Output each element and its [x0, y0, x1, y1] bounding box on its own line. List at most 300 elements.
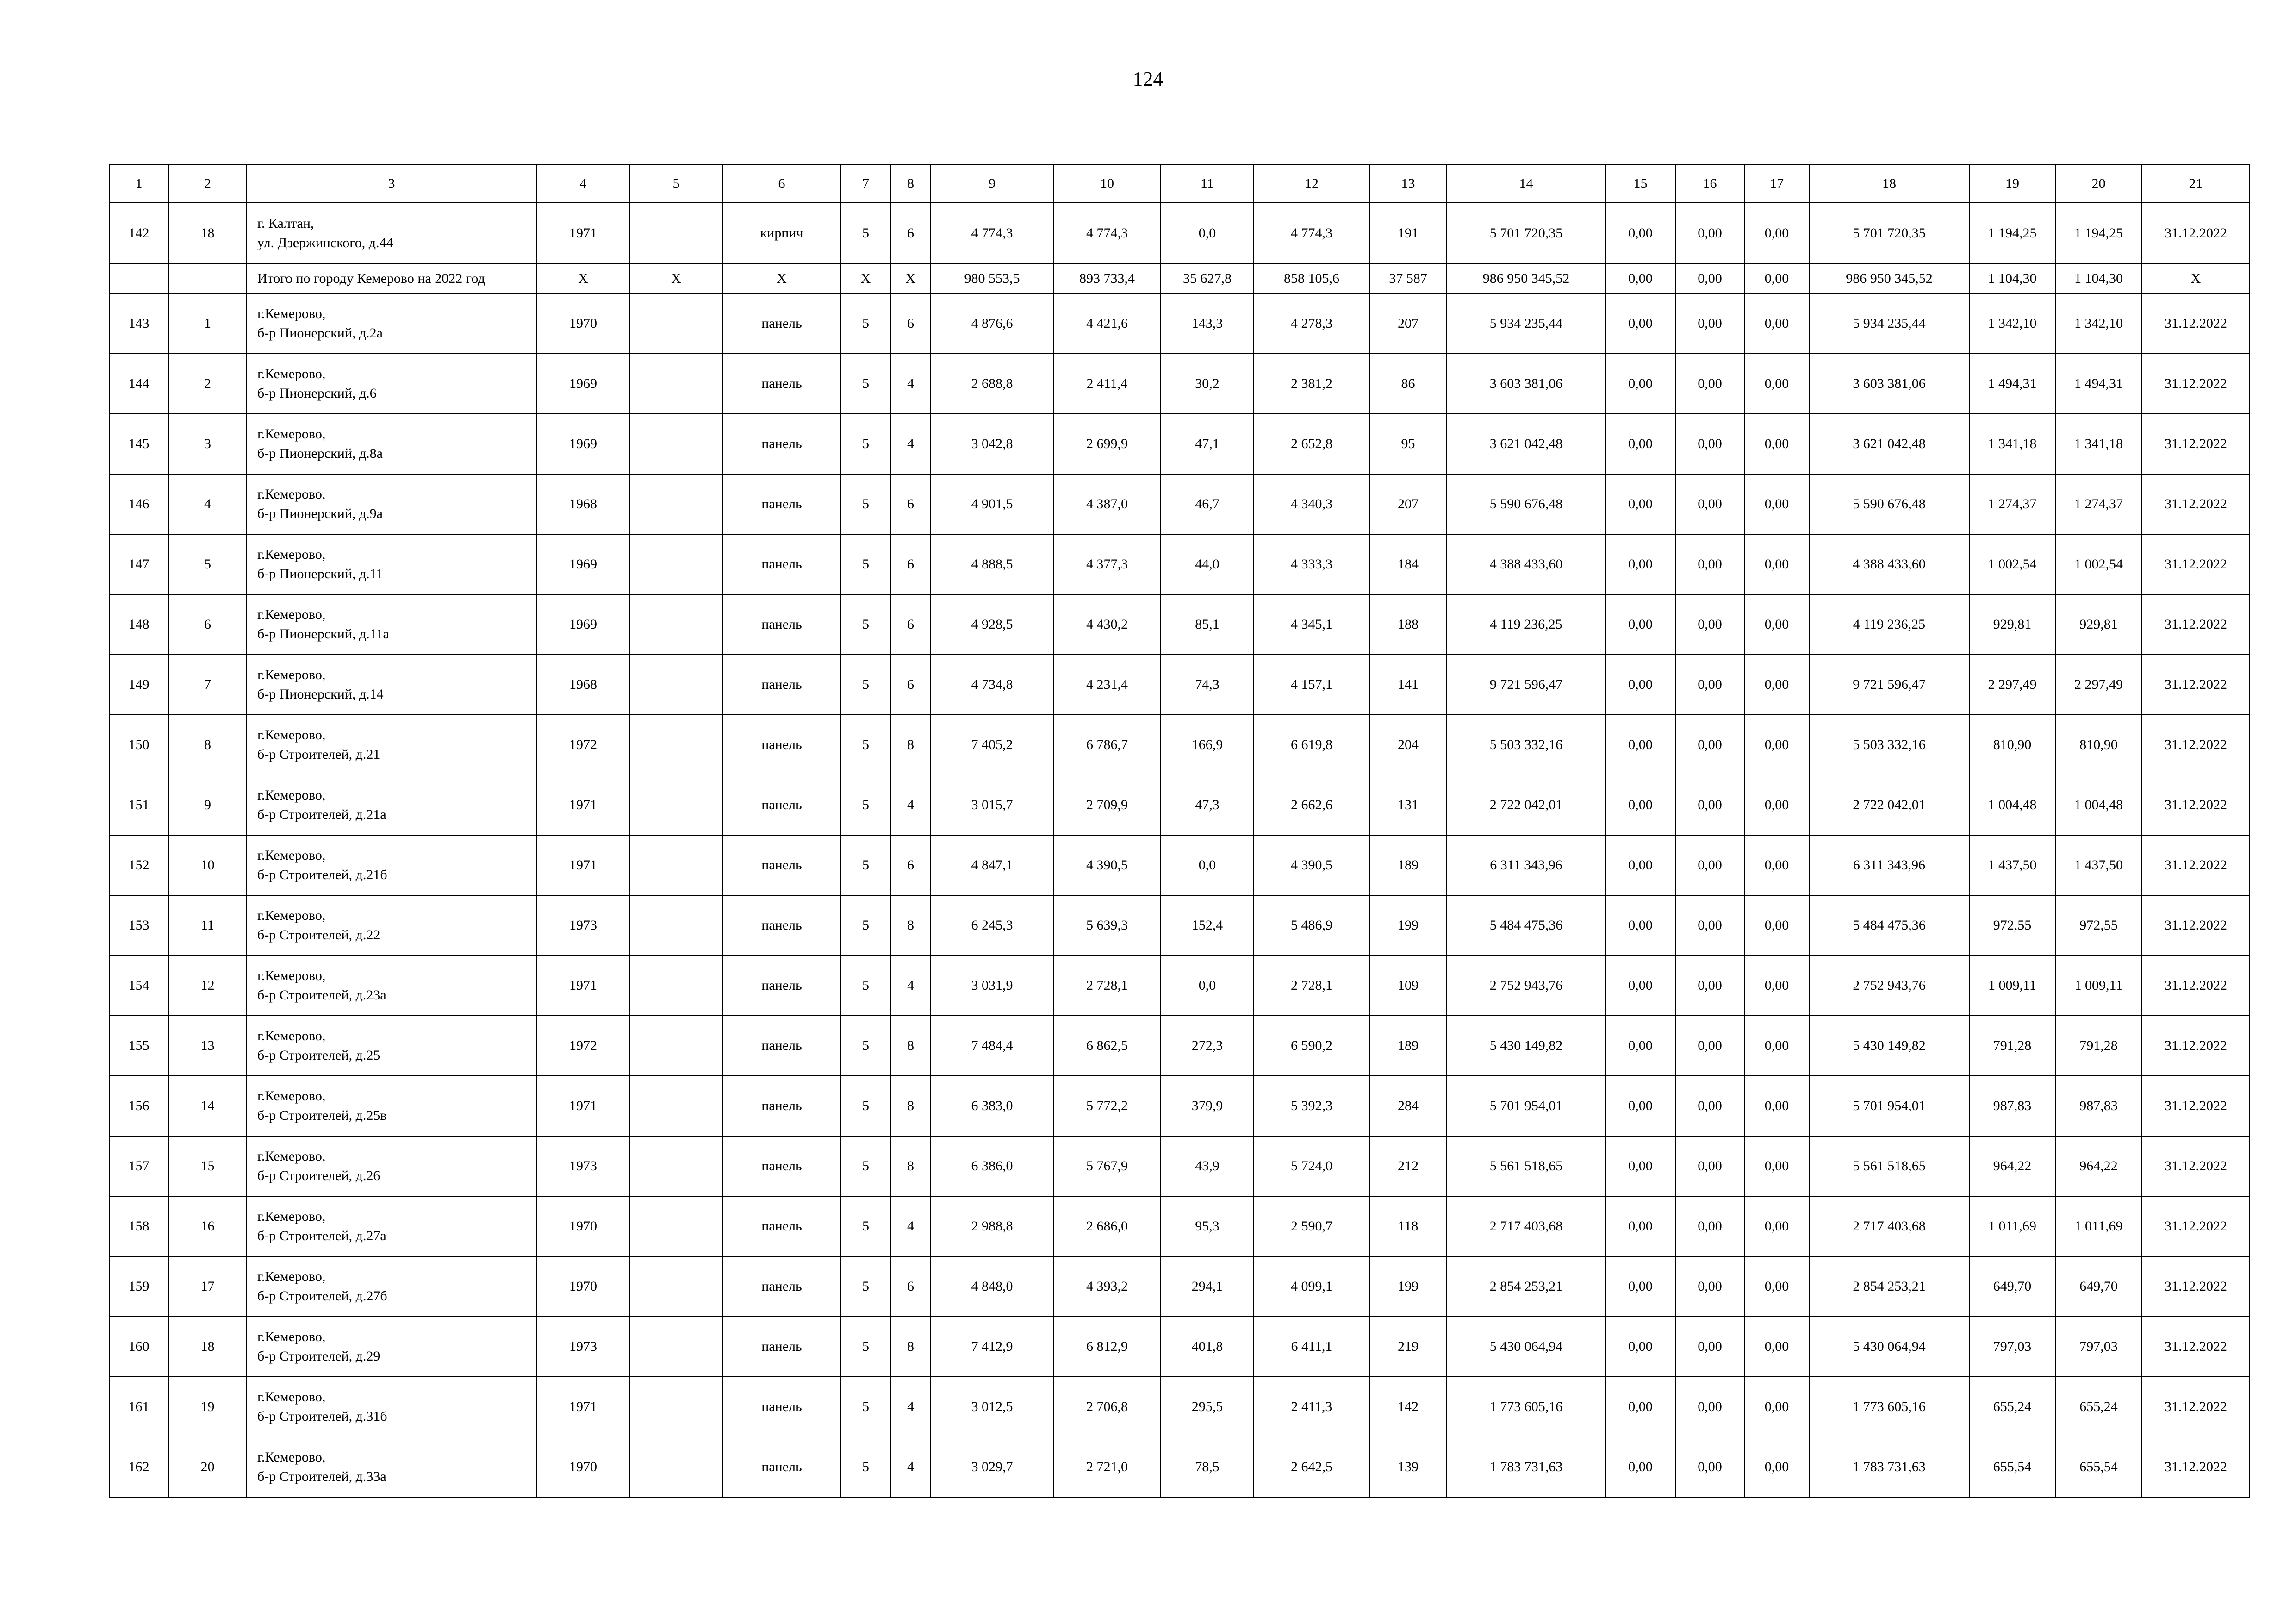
cell-15: 0,00: [1605, 1076, 1675, 1136]
cell-num: 8: [168, 715, 247, 775]
cell-13: 37 587: [1369, 264, 1447, 294]
cell-floors: 5: [841, 1076, 890, 1136]
address-city: г.Кемерово,: [257, 908, 326, 923]
cell-16: 0,00: [1675, 956, 1744, 1016]
cell-19: 1 342,10: [1969, 294, 2055, 354]
table-row: [109, 775, 2250, 835]
cell-floors: 5: [841, 1317, 890, 1377]
cell-address: [247, 474, 536, 534]
cell-14: 4 388 433,60: [1447, 534, 1605, 594]
column-header: 21: [2142, 165, 2250, 203]
cell-20: 964,22: [2055, 1136, 2142, 1196]
cell-9: 6 383,0: [931, 1076, 1053, 1136]
cell-18: 4 388 433,60: [1809, 534, 1969, 594]
cell-14: 3 603 381,06: [1447, 354, 1605, 414]
cell-address: [247, 1136, 536, 1196]
cell-20: 929,81: [2055, 594, 2142, 655]
table-row: [109, 1196, 2250, 1256]
cell-n: 145: [109, 414, 168, 474]
address-city: г.Кемерово,: [257, 1269, 326, 1284]
cell-21: 31.12.2022: [2142, 1196, 2250, 1256]
cell-13: 142: [1369, 1377, 1447, 1437]
cell-16: 0,00: [1675, 354, 1744, 414]
cell-21: 31.12.2022: [2142, 594, 2250, 655]
cell-20: 655,54: [2055, 1437, 2142, 1497]
address-city: г.Кемерово,: [257, 848, 326, 863]
cell-15: 0,00: [1605, 655, 1675, 715]
cell-9: 4 848,0: [931, 1256, 1053, 1317]
cell-year: 1968: [536, 655, 630, 715]
table-row: [109, 715, 2250, 775]
cell-5: [630, 655, 722, 715]
cell-10: 2 721,0: [1053, 1437, 1161, 1497]
column-header: 1: [109, 165, 168, 203]
cell-14: 2 752 943,76: [1447, 956, 1605, 1016]
cell-16: 0,00: [1675, 264, 1744, 294]
cell-12: 6 590,2: [1254, 1016, 1369, 1076]
cell-11: 143,3: [1161, 294, 1254, 354]
column-number-row: [109, 165, 2250, 203]
address-city: г.Кемерово,: [257, 727, 326, 743]
cell-16: 0,00: [1675, 1196, 1744, 1256]
cell-num: 18: [168, 203, 247, 264]
cell-5: [630, 474, 722, 534]
column-header: 12: [1254, 165, 1369, 203]
cell-n: 146: [109, 474, 168, 534]
cell-21: 31.12.2022: [2142, 1136, 2250, 1196]
cell-19: 1 194,25: [1969, 203, 2055, 264]
column-header: 19: [1969, 165, 2055, 203]
cell-address: [247, 775, 536, 835]
cell-14: 5 701 954,01: [1447, 1076, 1605, 1136]
cell-16: 0,00: [1675, 534, 1744, 594]
cell-12: 6 619,8: [1254, 715, 1369, 775]
cell-20: 2 297,49: [2055, 655, 2142, 715]
cell-8: 6: [890, 1256, 931, 1317]
cell-floors: 5: [841, 1256, 890, 1317]
cell-17: 0,00: [1744, 1377, 1809, 1437]
cell-15: 0,00: [1605, 414, 1675, 474]
cell-8: 6: [890, 294, 931, 354]
cell-10: 4 231,4: [1053, 655, 1161, 715]
cell-12: 2 411,3: [1254, 1377, 1369, 1437]
cell-12: 4 774,3: [1254, 203, 1369, 264]
cell-15: 0,00: [1605, 594, 1675, 655]
column-header: 20: [2055, 165, 2142, 203]
table-row: [109, 1437, 2250, 1497]
cell-15: 0,00: [1605, 835, 1675, 895]
address-city: г.Кемерово,: [257, 968, 326, 983]
cell-13: 141: [1369, 655, 1447, 715]
address-street: б-р Строителей, д.29: [257, 1349, 380, 1364]
cell-floors: 5: [841, 294, 890, 354]
cell-14: 4 119 236,25: [1447, 594, 1605, 655]
cell-address: [247, 895, 536, 956]
cell-20: 1 437,50: [2055, 835, 2142, 895]
cell-material: панель: [722, 1136, 841, 1196]
cell-18: 1 773 605,16: [1809, 1377, 1969, 1437]
cell-5: [630, 354, 722, 414]
cell-material: панель: [722, 1437, 841, 1497]
cell-21: 31.12.2022: [2142, 775, 2250, 835]
address-city: г.Кемерово,: [257, 1449, 326, 1465]
cell-21: 31.12.2022: [2142, 835, 2250, 895]
cell-n: [109, 264, 168, 294]
cell-13: 109: [1369, 956, 1447, 1016]
cell-20: 1 011,69: [2055, 1196, 2142, 1256]
cell-15: 0,00: [1605, 1256, 1675, 1317]
cell-8: 6: [890, 203, 931, 264]
cell-num: 20: [168, 1437, 247, 1497]
cell-13: 199: [1369, 895, 1447, 956]
address-street: ул. Дзержинского, д.44: [257, 235, 393, 250]
cell-material: панель: [722, 1317, 841, 1377]
table-row: [109, 294, 2250, 354]
cell-floors: X: [841, 264, 890, 294]
cell-18: 5 430 064,94: [1809, 1317, 1969, 1377]
cell-material: панель: [722, 1196, 841, 1256]
cell-11: 35 627,8: [1161, 264, 1254, 294]
cell-material: панель: [722, 775, 841, 835]
cell-10: 5 772,2: [1053, 1076, 1161, 1136]
cell-10: 4 430,2: [1053, 594, 1161, 655]
cell-21: 31.12.2022: [2142, 414, 2250, 474]
cell-13: 189: [1369, 835, 1447, 895]
cell-12: 4 340,3: [1254, 474, 1369, 534]
cell-8: 8: [890, 1317, 931, 1377]
cell-18: 5 561 518,65: [1809, 1136, 1969, 1196]
address-street: б-р Строителей, д.33а: [257, 1469, 386, 1484]
cell-17: 0,00: [1744, 1317, 1809, 1377]
address-city: г.Кемерово,: [257, 1028, 326, 1043]
cell-n: 147: [109, 534, 168, 594]
cell-5: [630, 203, 722, 264]
cell-17: 0,00: [1744, 1437, 1809, 1497]
cell-19: 1 274,37: [1969, 474, 2055, 534]
cell-floors: 5: [841, 956, 890, 1016]
cell-17: 0,00: [1744, 203, 1809, 264]
cell-21: 31.12.2022: [2142, 203, 2250, 264]
table-row: [109, 1076, 2250, 1136]
cell-12: 2 642,5: [1254, 1437, 1369, 1497]
cell-11: 46,7: [1161, 474, 1254, 534]
cell-num: 2: [168, 354, 247, 414]
table-row: [109, 1377, 2250, 1437]
cell-12: 4 157,1: [1254, 655, 1369, 715]
address-street: б-р Пионерский, д.11: [257, 566, 383, 581]
cell-material: панель: [722, 835, 841, 895]
cell-num: 5: [168, 534, 247, 594]
cell-11: 0,0: [1161, 835, 1254, 895]
address-street: б-р Строителей, д.22: [257, 927, 380, 943]
cell-18: 2 854 253,21: [1809, 1256, 1969, 1317]
cell-14: 1 773 605,16: [1447, 1377, 1605, 1437]
cell-19: 655,54: [1969, 1437, 2055, 1497]
cell-8: 6: [890, 835, 931, 895]
column-header: 17: [1744, 165, 1809, 203]
cell-floors: 5: [841, 1136, 890, 1196]
cell-n: 154: [109, 956, 168, 1016]
cell-13: 204: [1369, 715, 1447, 775]
cell-10: 6 862,5: [1053, 1016, 1161, 1076]
cell-17: 0,00: [1744, 655, 1809, 715]
cell-n: 157: [109, 1136, 168, 1196]
cell-21: X: [2142, 264, 2250, 294]
cell-5: [630, 1437, 722, 1497]
cell-20: 1 342,10: [2055, 294, 2142, 354]
cell-13: 131: [1369, 775, 1447, 835]
cell-16: 0,00: [1675, 1136, 1744, 1196]
cell-n: 161: [109, 1377, 168, 1437]
cell-20: 655,24: [2055, 1377, 2142, 1437]
cell-21: 31.12.2022: [2142, 294, 2250, 354]
cell-address: [247, 594, 536, 655]
cell-19: 655,24: [1969, 1377, 2055, 1437]
cell-15: 0,00: [1605, 1437, 1675, 1497]
cell-address: [247, 1076, 536, 1136]
cell-17: 0,00: [1744, 354, 1809, 414]
address-city: г.Кемерово,: [257, 487, 326, 502]
cell-16: 0,00: [1675, 1317, 1744, 1377]
cell-12: 4 333,3: [1254, 534, 1369, 594]
cell-address: [247, 655, 536, 715]
cell-15: 0,00: [1605, 715, 1675, 775]
cell-year: 1968: [536, 474, 630, 534]
cell-19: 1 009,11: [1969, 956, 2055, 1016]
cell-17: 0,00: [1744, 715, 1809, 775]
cell-num: 16: [168, 1196, 247, 1256]
cell-10: 2 686,0: [1053, 1196, 1161, 1256]
cell-address: [247, 1196, 536, 1256]
cell-18: 5 484 475,36: [1809, 895, 1969, 956]
cell-address: [247, 203, 536, 264]
cell-10: 893 733,4: [1053, 264, 1161, 294]
cell-20: 649,70: [2055, 1256, 2142, 1317]
cell-15: 0,00: [1605, 895, 1675, 956]
cell-material: панель: [722, 1377, 841, 1437]
address-street: б-р Строителей, д.21б: [257, 867, 387, 882]
cell-5: [630, 1016, 722, 1076]
cell-13: 207: [1369, 294, 1447, 354]
cell-year: 1969: [536, 534, 630, 594]
address-city: г.Кемерово,: [257, 547, 326, 562]
cell-num: 6: [168, 594, 247, 655]
cell-14: 2 854 253,21: [1447, 1256, 1605, 1317]
cell-18: 1 783 731,63: [1809, 1437, 1969, 1497]
cell-floors: 5: [841, 655, 890, 715]
register-table: [109, 164, 2250, 1498]
cell-8: 4: [890, 1377, 931, 1437]
cell-11: 85,1: [1161, 594, 1254, 655]
cell-9: 6 245,3: [931, 895, 1053, 956]
cell-year: 1972: [536, 1016, 630, 1076]
cell-21: 31.12.2022: [2142, 895, 2250, 956]
cell-5: [630, 775, 722, 835]
cell-18: 5 503 332,16: [1809, 715, 1969, 775]
table-row: [109, 1136, 2250, 1196]
cell-5: [630, 1076, 722, 1136]
cell-19: 810,90: [1969, 715, 2055, 775]
cell-21: 31.12.2022: [2142, 1016, 2250, 1076]
cell-9: 3 029,7: [931, 1437, 1053, 1497]
cell-floors: 5: [841, 775, 890, 835]
cell-18: 3 603 381,06: [1809, 354, 1969, 414]
address-street: б-р Пионерский, д.6: [257, 386, 377, 401]
column-header: 3: [247, 165, 536, 203]
cell-num: 19: [168, 1377, 247, 1437]
cell-num: 15: [168, 1136, 247, 1196]
cell-n: 156: [109, 1076, 168, 1136]
cell-15: 0,00: [1605, 1377, 1675, 1437]
cell-9: 4 928,5: [931, 594, 1053, 655]
cell-18: 3 621 042,48: [1809, 414, 1969, 474]
cell-material: панель: [722, 1016, 841, 1076]
address-street: б-р Строителей, д.26: [257, 1168, 380, 1183]
cell-15: 0,00: [1605, 264, 1675, 294]
cell-address: [247, 1377, 536, 1437]
cell-17: 0,00: [1744, 534, 1809, 594]
cell-11: 74,3: [1161, 655, 1254, 715]
cell-16: 0,00: [1675, 1437, 1744, 1497]
cell-11: 44,0: [1161, 534, 1254, 594]
cell-16: 0,00: [1675, 1076, 1744, 1136]
cell-11: 401,8: [1161, 1317, 1254, 1377]
cell-11: 272,3: [1161, 1016, 1254, 1076]
cell-18: 986 950 345,52: [1809, 264, 1969, 294]
cell-20: 1 004,48: [2055, 775, 2142, 835]
address-city: г.Кемерово,: [257, 426, 326, 442]
cell-17: 0,00: [1744, 835, 1809, 895]
cell-year: 1970: [536, 1437, 630, 1497]
cell-5: [630, 594, 722, 655]
address-street: б-р Пионерский, д.11а: [257, 626, 389, 642]
cell-14: 5 484 475,36: [1447, 895, 1605, 956]
cell-year: 1973: [536, 895, 630, 956]
cell-floors: 5: [841, 1016, 890, 1076]
cell-17: 0,00: [1744, 895, 1809, 956]
cell-14: 5 561 518,65: [1447, 1136, 1605, 1196]
cell-year: 1969: [536, 594, 630, 655]
cell-year: 1971: [536, 835, 630, 895]
address-city: г.Кемерово,: [257, 1149, 326, 1164]
cell-15: 0,00: [1605, 1136, 1675, 1196]
cell-11: 294,1: [1161, 1256, 1254, 1317]
cell-material: панель: [722, 956, 841, 1016]
cell-9: 4 888,5: [931, 534, 1053, 594]
cell-12: 2 590,7: [1254, 1196, 1369, 1256]
cell-16: 0,00: [1675, 414, 1744, 474]
cell-20: 791,28: [2055, 1016, 2142, 1076]
cell-address: [247, 534, 536, 594]
address-city: г. Калтан,: [257, 216, 314, 231]
cell-num: 10: [168, 835, 247, 895]
cell-floors: 5: [841, 354, 890, 414]
cell-11: 0,0: [1161, 956, 1254, 1016]
cell-19: 1 437,50: [1969, 835, 2055, 895]
cell-5: [630, 715, 722, 775]
cell-16: 0,00: [1675, 895, 1744, 956]
cell-material: панель: [722, 474, 841, 534]
address-city: г.Кемерово,: [257, 1329, 326, 1344]
cell-n: 151: [109, 775, 168, 835]
cell-floors: 5: [841, 1196, 890, 1256]
cell-19: 1 004,48: [1969, 775, 2055, 835]
address-street: б-р Строителей, д.23а: [257, 987, 386, 1003]
cell-n: 148: [109, 594, 168, 655]
cell-12: 858 105,6: [1254, 264, 1369, 294]
cell-year: 1970: [536, 1196, 630, 1256]
cell-11: 30,2: [1161, 354, 1254, 414]
address-city: г.Кемерово,: [257, 1209, 326, 1224]
address-street: б-р Строителей, д.27а: [257, 1228, 386, 1243]
cell-n: 158: [109, 1196, 168, 1256]
column-header: 18: [1809, 165, 1969, 203]
cell-20: 797,03: [2055, 1317, 2142, 1377]
cell-18: 5 934 235,44: [1809, 294, 1969, 354]
cell-13: 95: [1369, 414, 1447, 474]
cell-floors: 5: [841, 203, 890, 264]
cell-20: 987,83: [2055, 1076, 2142, 1136]
address-street: б-р Строителей, д.21: [257, 747, 380, 762]
cell-address: [247, 294, 536, 354]
cell-17: 0,00: [1744, 956, 1809, 1016]
table-row: [109, 534, 2250, 594]
cell-11: 295,5: [1161, 1377, 1254, 1437]
cell-9: 6 386,0: [931, 1136, 1053, 1196]
cell-num: 13: [168, 1016, 247, 1076]
cell-17: 0,00: [1744, 594, 1809, 655]
cell-21: 31.12.2022: [2142, 1317, 2250, 1377]
cell-9: 4 734,8: [931, 655, 1053, 715]
cell-n: 159: [109, 1256, 168, 1317]
cell-17: 0,00: [1744, 775, 1809, 835]
table-row: [109, 414, 2250, 474]
cell-20: 1 104,30: [2055, 264, 2142, 294]
column-header: 11: [1161, 165, 1254, 203]
cell-19: 929,81: [1969, 594, 2055, 655]
cell-12: 4 099,1: [1254, 1256, 1369, 1317]
cell-n: 142: [109, 203, 168, 264]
cell-17: 0,00: [1744, 1016, 1809, 1076]
cell-material: панель: [722, 594, 841, 655]
cell-year: 1970: [536, 1256, 630, 1317]
cell-19: 649,70: [1969, 1256, 2055, 1317]
cell-n: 144: [109, 354, 168, 414]
cell-floors: 5: [841, 594, 890, 655]
cell-15: 0,00: [1605, 956, 1675, 1016]
cell-5: [630, 1136, 722, 1196]
address-city: г.Кемерово,: [257, 366, 326, 381]
cell-9: 4 847,1: [931, 835, 1053, 895]
column-header: 7: [841, 165, 890, 203]
cell-16: 0,00: [1675, 835, 1744, 895]
cell-14: 5 430 149,82: [1447, 1016, 1605, 1076]
cell-num: 12: [168, 956, 247, 1016]
cell-9: 3 031,9: [931, 956, 1053, 1016]
cell-material: кирпич: [722, 203, 841, 264]
cell-num: 1: [168, 294, 247, 354]
cell-5: [630, 294, 722, 354]
table-row: [109, 203, 2250, 264]
cell-14: 9 721 596,47: [1447, 655, 1605, 715]
cell-13: 212: [1369, 1136, 1447, 1196]
cell-19: 1 002,54: [1969, 534, 2055, 594]
cell-8: 6: [890, 474, 931, 534]
cell-10: 4 377,3: [1053, 534, 1161, 594]
cell-8: 4: [890, 414, 931, 474]
cell-year: 1972: [536, 715, 630, 775]
cell-9: 2 988,8: [931, 1196, 1053, 1256]
